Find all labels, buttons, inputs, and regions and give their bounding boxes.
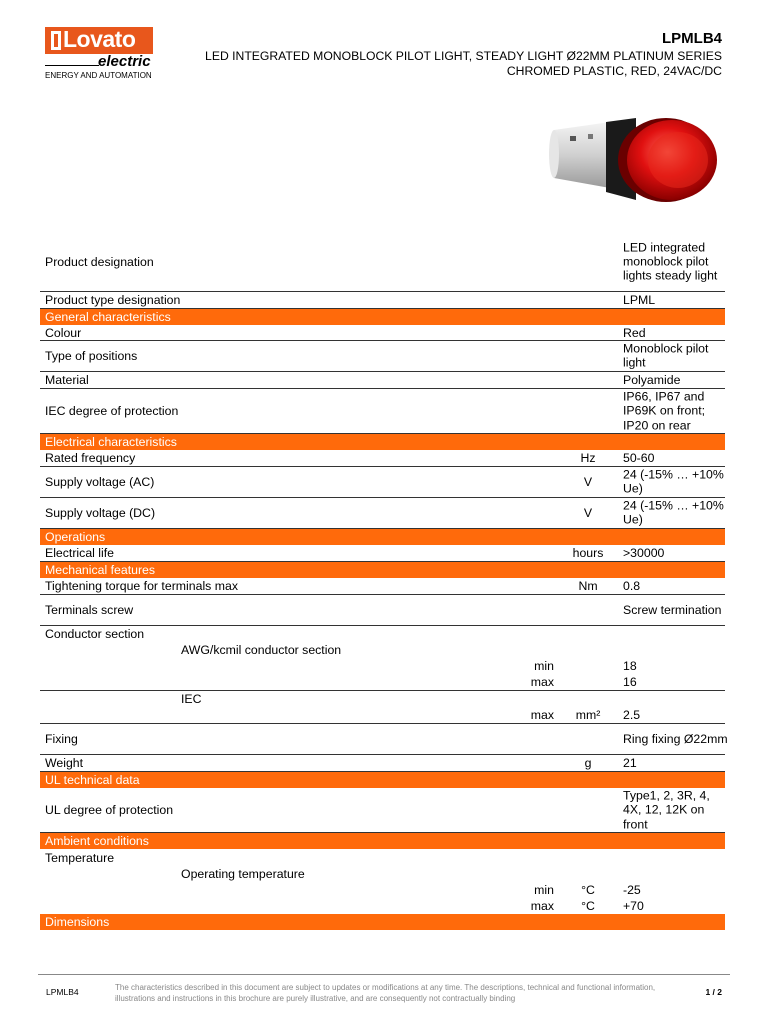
section-header: Mechanical features xyxy=(40,562,725,578)
section-header: UL technical data xyxy=(40,772,725,788)
spec-label: IEC degree of protection xyxy=(45,403,179,418)
spec-unit: Nm xyxy=(578,578,598,593)
spec-row xyxy=(40,658,725,674)
spec-row xyxy=(40,866,725,882)
spec-qualifier: max xyxy=(530,674,554,689)
spec-label: Conductor section xyxy=(45,626,145,641)
logo-mark-icon xyxy=(51,31,61,50)
section-header: Dimensions xyxy=(40,914,725,930)
spec-label: Electrical life xyxy=(45,545,115,560)
spec-qualifier: min xyxy=(534,882,554,897)
spec-label: Supply voltage (AC) xyxy=(45,474,155,489)
spec-row xyxy=(40,626,725,642)
spec-unit: mm² xyxy=(575,707,601,722)
spec-value: Polyamide xyxy=(623,372,681,387)
spec-row xyxy=(40,674,725,691)
spec-value: +70 xyxy=(623,898,644,913)
spec-value: LED integrated monoblock pilot lights steady light xyxy=(623,240,718,283)
spec-value: 18 xyxy=(623,658,637,673)
logo-sub: electric xyxy=(98,53,151,70)
spec-label: Rated frequency xyxy=(45,450,136,465)
section-header: Electrical characteristics xyxy=(40,434,725,450)
page-number: 1 / 2 xyxy=(705,987,722,997)
section-header: Operations xyxy=(40,529,725,545)
spec-row xyxy=(40,707,725,724)
spec-unit: hours xyxy=(572,545,604,560)
footer-disclaimer: The characteristics described in this document are subject to updates or modifications at any time. The descriptions, technical and functional information, illustrations and instructions in this brochure are purely illustrative, and are consequently not contractually binding xyxy=(115,983,656,1003)
spec-row xyxy=(40,325,725,341)
spec-value: LPML xyxy=(623,292,656,307)
section-header: Ambient conditions xyxy=(40,833,725,849)
section-header: General characteristics xyxy=(40,309,725,325)
spec-unit: Hz xyxy=(580,450,596,465)
spec-value: 24 (-15% … +10% Ue) xyxy=(623,498,724,527)
spec-label: IEC xyxy=(181,691,202,706)
spec-value: IP66, IP67 and IP69K on front; IP20 on rear xyxy=(623,389,706,433)
spec-row xyxy=(40,849,725,866)
spec-row xyxy=(40,545,725,562)
spec-row xyxy=(40,578,725,595)
spec-label: Fixing xyxy=(45,731,78,746)
spec-row xyxy=(40,595,725,626)
spec-label: Supply voltage (DC) xyxy=(45,505,156,520)
spec-value: >30000 xyxy=(623,545,665,560)
spec-row xyxy=(40,898,725,914)
spec-row xyxy=(40,341,725,372)
spec-qualifier: max xyxy=(530,707,554,722)
description-line-1: LED INTEGRATED MONOBLOCK PILOT LIGHT, STEADY LIGHT Ø22MM PLATINUM SERIES xyxy=(205,49,722,63)
spec-label: Terminals screw xyxy=(45,602,134,617)
spec-row xyxy=(40,450,725,467)
spec-row xyxy=(40,642,725,658)
spec-value: 50-60 xyxy=(623,450,655,465)
spec-label: Operating temperature xyxy=(181,866,305,881)
spec-unit: V xyxy=(583,505,593,520)
spec-value: Type1, 2, 3R, 4, 4X, 12, 12K on front xyxy=(623,788,710,832)
spec-row xyxy=(40,788,725,833)
spec-row xyxy=(40,467,725,498)
product-description xyxy=(122,49,722,79)
logo-rule xyxy=(45,65,99,66)
spec-row xyxy=(40,372,725,389)
spec-value: 16 xyxy=(623,674,637,689)
spec-label: UL degree of protection xyxy=(45,802,174,817)
spec-unit: °C xyxy=(581,882,595,897)
footer-rule xyxy=(38,974,730,975)
spec-label: Product type designation xyxy=(45,292,181,307)
spec-row xyxy=(40,232,725,292)
logo-brand: Lovato xyxy=(63,26,136,52)
spec-table xyxy=(40,232,728,930)
footer-code: LPMLB4 xyxy=(46,987,79,997)
spec-label: Tightening torque for terminals max xyxy=(45,578,238,593)
spec-row xyxy=(40,292,725,309)
spec-value: Red xyxy=(623,325,646,340)
spec-row xyxy=(40,498,725,529)
spec-value: 24 (-15% … +10% Ue) xyxy=(623,467,724,496)
description-line-2: CHROMED PLASTIC, RED, 24VAC/DC xyxy=(506,64,722,78)
spec-value: 2.5 xyxy=(623,707,641,722)
spec-label: Temperature xyxy=(45,850,115,865)
spec-value: 0.8 xyxy=(623,578,641,593)
spec-label: Type of positions xyxy=(45,348,138,363)
spec-value: Monoblock pilot light xyxy=(623,341,709,370)
spec-label: AWG/kcmil conductor section xyxy=(181,642,342,657)
spec-unit: V xyxy=(583,474,593,489)
spec-row xyxy=(40,882,725,898)
product-photo xyxy=(548,108,728,218)
spec-unit: °C xyxy=(581,898,595,913)
spec-row xyxy=(40,755,725,772)
spec-row xyxy=(40,724,728,755)
spec-label: Material xyxy=(45,372,89,387)
spec-qualifier: max xyxy=(530,898,554,913)
spec-value: Screw termination xyxy=(623,602,722,617)
spec-qualifier: min xyxy=(534,658,554,673)
spec-label: Product designation xyxy=(45,254,154,269)
spec-unit: g xyxy=(584,755,592,770)
spec-row xyxy=(40,691,725,707)
spec-value: 21 xyxy=(623,755,637,770)
spec-label: Colour xyxy=(45,325,82,340)
spec-label: Weight xyxy=(45,755,84,770)
spec-value: Ring fixing Ø22mm xyxy=(623,731,728,746)
product-code: LPMLB4 xyxy=(662,30,722,47)
spec-row xyxy=(40,389,725,434)
logo-tagline: ENERGY AND AUTOMATION xyxy=(45,71,152,80)
spec-value: -25 xyxy=(623,882,641,897)
